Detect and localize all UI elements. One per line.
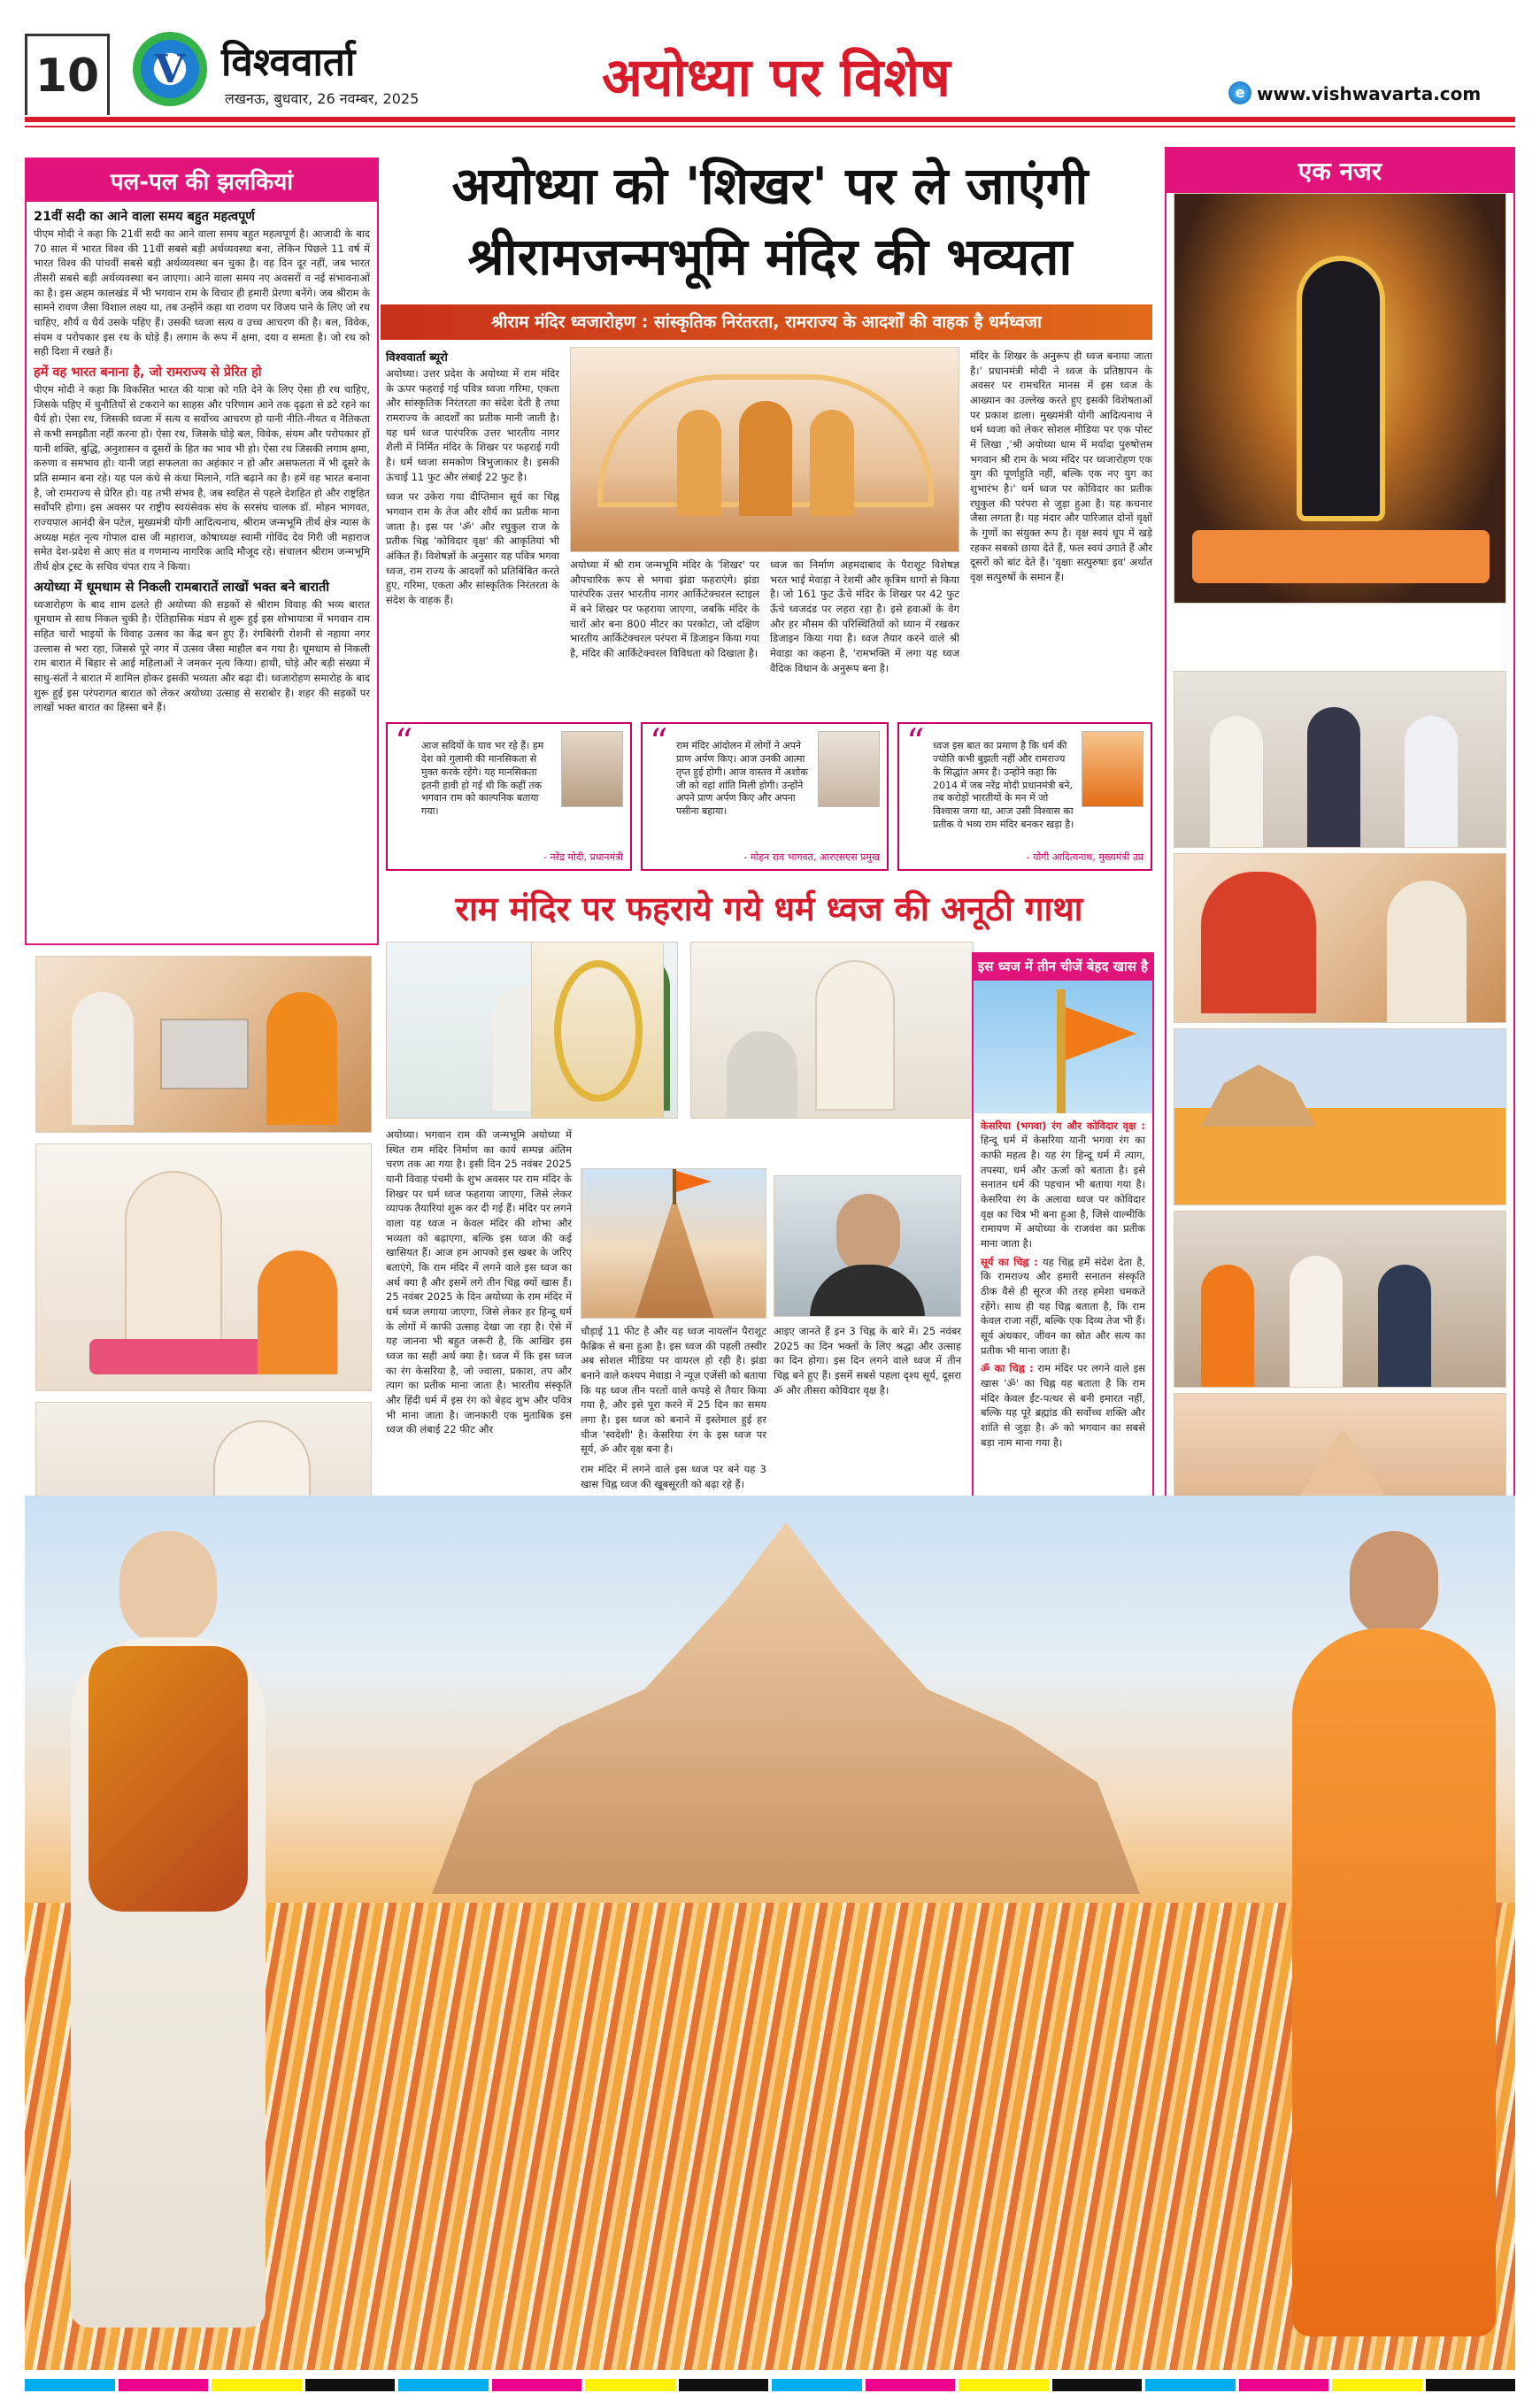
second-story-p2: चौड़ाई 11 फीट है और यह ध्वज नायलॉन पैराशूट फैब्रिक से बना हुआ है। इस ध्वज की पहली तस्वीर अब सोशल मीडिया पर वायरल हो रही है। झंडा बनाने वाले कश्यप मेवाड़ा ने न्यूज़ एजेंसी को बताया कि यह ध्वज तीन परतों वाले कपड़े से तैयार किया गया है, और इसे पूरा करने में 25 दिन का समय लगा है। इस ध्वज को बनाने में इस्तेमाल हुई हर चीज 'स्वदेशी' है। केसरिया रंग के इस ध्वज पर सूर्य, ॐ और वृक्ष बना है। [581, 1325, 766, 1456]
masthead [0, 0, 1540, 150]
right-column-heading: एक नजर [1167, 149, 1513, 193]
quote-text-modi: आज सदियों के घाव भर रहे हैं। हम देश को गुलामी की मानसिकता से मुक्त करके रहेंगे। यह मानसिकता इतनी हावी हो गई थी कि कहीं तक भगवान राम को काल्पनिक बताया गया। [421, 740, 544, 818]
left-sub-heading-2: हमें वह भारत बनाना है, जो रामराज्य से प्रेरित हो [34, 366, 262, 381]
quote-box-modi [386, 722, 632, 871]
photo-temple-worship [1174, 853, 1506, 1023]
quote-mark-icon: “ [395, 722, 413, 763]
left-column-heading: पल-पल की झलकियां [27, 159, 377, 202]
photo-bhagwat-portrait [818, 731, 880, 807]
quote-by-bhagwat: - मोहन राव भागवत, आरएसएस प्रमुख [743, 851, 880, 863]
flag-info-label-3: ॐ का चिह्न : [981, 1362, 1034, 1375]
main-story-p2: ध्वज पर उकेरा गया दीप्तिमान सूर्य का चिह्न भगवान राम के तेज और शौर्य का प्रतीक माना जाता है। इस पर 'ॐ' और रघुकुल राज के प्रतीक चिह्न 'कोविदार वृक्ष' की आकृतियां भी अंकित हैं। विशेषज्ञों के अनुसार यह पवित्र भगवा ध्वज, राम राज्य के आदर्शों को प्रतिबिंबित करते हुए, गरिमा, एकता और सांस्कृतिक निरंतरता के संदेश के वाहक हैं। [386, 490, 559, 607]
page-number-box [25, 34, 110, 115]
flag-info-text-3: राम मंदिर पर लगने वाले इस खास 'ॐ' का चिह्न यह बताता है कि राम मंदिर केवल ईंट-पत्थर से बनी इमारत नहीं, बल्कि यह पूरे ब्रह्मांड की सर्वोच्च शक्ति और शांति से जुड़ा है। ॐ को भगवान का सबसे बड़ा नाम माना गया है। [981, 1362, 1146, 1449]
left-column [25, 158, 379, 945]
bureau-credit: विश्ववार्ता ब्यूरो [386, 351, 448, 365]
flag-info-label-2: सूर्य का चिह्न : [981, 1255, 1038, 1268]
main-strap: श्रीराम मंदिर ध्वजारोहण : सांस्कृतिक निरंतरता, रामराज्य के आदर्शों की वाहक है धर्मध्वजा [381, 304, 1152, 340]
quote-by-modi: - नरेंद्र मोदी, प्रधानमंत्री [543, 851, 623, 863]
main-story-col-2 [570, 558, 759, 722]
second-story-col-1 [386, 1127, 572, 1490]
vishwavarta-logo-icon: V [133, 32, 207, 106]
main-headline-1: अयोध्या को 'शिखर' पर ले जाएंगी [451, 156, 1089, 216]
second-story-col-2 [581, 1324, 766, 1490]
dateline: लखनऊ, बुधवार, 26 नवम्बर, 2025 [225, 90, 420, 107]
main-story-col-1 [386, 349, 559, 720]
photo-pm-cm-gift [35, 956, 372, 1133]
second-headline: राम मंदिर पर फहराये गये धर्म ध्वज की अनूठी गाथा [455, 889, 1083, 928]
main-story-p1: अयोध्या। उत्तर प्रदेश के अयोध्या में राम मंदिर के ऊपर फहराई गई पवित्र ध्वजा गरिमा, एकता और सांस्कृतिक निरंतरता का संदेश देती है तथा रामराज्य के आदर्शों का प्रतीक मानी जाती है। यह धर्म ध्वज पारंपरिक उत्तर भारतीय नागर शैली में निर्मित मंदिर के शिखर पर फहराई गयी है। धर्म ध्वजा समकोण त्रिभुजाकार है। इसकी ऊंचाई 11 फुट और लंबाई 22 फुट है। [386, 367, 559, 483]
photo-cm-yogi-standing [1266, 1522, 1522, 2372]
photo-ramlalla-idol [1174, 193, 1506, 604]
e-globe-icon: e [1228, 81, 1251, 104]
quote-box-yogi [897, 722, 1152, 871]
paper-name: विश्ववार्ता [221, 40, 356, 85]
quote-text-bhagwat: राम मंदिर आंदोलन में लोगों ने अपने प्राण अर्पण किए। आज उनकी आत्मा तृप्त हुई होगी। आज वास्तव में अशोक जी को वहां शांति मिली होगी। उन्होंने अपने प्राण अर्पण किए और अपना पसीना बहाया। [676, 740, 808, 818]
flag-info-label-1: केसरिया (भगवा) रंग और कोविदार वृक्ष : [981, 1119, 1145, 1132]
second-story-p1: अयोध्या। भगवान राम की जन्मभूमि अयोध्या में स्थित राम मंदिर निर्माण का कार्य सम्पन्न अंतिम चरण तक आ गया है। इसी दिन 25 नवंबर 2025 यानी विवाह पंचमी के शुभ अवसर पर राम मंदिर के शिखर पर धर्म ध्वज फहराया जाएगा, जिसे लेकर व्यापक तैयारियां शुरू कर दी गई हैं। मंदिर पर लगने वाला यह ध्वज न केवल मंदिर की शोभा और भव्यता को बढ़ाएगा, बल्कि इस ध्वज की कई खासियत हैं। आज हम आपको इस खबर के जरिए बताएंगे, कि राम मंदिर में लगने वाले इस ध्वज का अर्थ क्या है और इसमें लगे तीन चिह्न क्यों खास हैं। 25 नवंबर 2025 के दिन अयोध्या के राम मंदिर में धर्म ध्वज लगाया जाएगा, जिसे लेकर हर हिन्दू धर्म के लोगों में काफी उत्साह देखा जा रहा है। ऐसे में यह जानना भी बहुत जरूरी है, कि आखिर इस ध्वज का सही अर्थ क्या है। ध्वज में कि इस ध्वज का रंग केसरिया है, जो ज्वाला, प्रकाश, तप और त्याग का प्रतीक माना जाता है। भारतीय संस्कृति और हिंदी धर्म में इस रंग को बेहद शुभ और पवित्र भी माना जाता है। जानकारी एक मुताबिक इस ध्वज की लंबाई 22 फीट और [386, 1128, 572, 1436]
photo-vips-meeting [1174, 671, 1506, 848]
main-headline-2: श्रीरामजन्मभूमि मंदिर की भव्यता [467, 227, 1073, 287]
main-story-p4: ध्वज का निर्माण अहमदाबाद के पैराशूट विशेषज्ञ भरत भाई मेवाड़ा ने रेशमी और कृत्रिम धागों से किया है। जो 161 फुट ऊँचे मंदिर के शिखर पर 42 फुट ऊँचे ध्वजदंड पर लहरा रहा है। इसे हवाओं के वेग और हर मौसम की परिस्थितियों को ध्यान में रखकर डिजाइन किया गया है। ध्वज तैयार करने वाले श्री मेवाड़ा का कहना है, 'रामभक्ति में लगा यह ध्वज वैदिक विधान के अनुरूप बना है। [770, 558, 959, 674]
quote-text-yogi: ध्वज इस बात का प्रमाण है कि धर्म की ज्योति कभी बुझती नहीं और रामराज्य के सिद्धांत अमर हैं। उन्होंने कहा कि 2014 में जब नरेंद्र मोदी प्रधानमंत्री बने, तब करोड़ों भारतीयों के मन में जो विश्वास जगा था, आज उसी विश्वास का प्रतीक ये भव्य राम मंदिर बनकर खड़ा है। [933, 740, 1074, 831]
flag-info-title: इस ध्वज में तीन चीजें बेहद खास है [974, 954, 1152, 981]
photo-temple-flag [581, 1168, 766, 1319]
flag-info-text-2: यह चिह्न हमें संदेश देता है, कि रामराज्य और हमारी सनातन संस्कृति ठीक वैसे ही सूरज की तरह हमेशा चमकते रहेंगे। साथ ही यह चिह्न बताता है, कि राम केवल राजा नहीं, बल्कि एक दिव्य तेज भी हैं। सूर्य अंधकार, जीवन का स्रोत और सत्य का प्रतीक भी माना जाता है। [981, 1255, 1146, 1357]
right-column [1165, 147, 1515, 1641]
second-story-p3: राम मंदिर में लगने वाले इस ध्वज पर बने यह 3 खास चिह्न ध्वज की खूबसूरती को बढ़ा रहे हैं। [581, 1463, 766, 1490]
quote-mark-icon: “ [906, 722, 925, 763]
left-sub-heading-1: 21वीं सदी का आने वाला समय बहुत महत्वपूर्ण [34, 210, 255, 224]
photo-crowd-cheering [1174, 1028, 1506, 1205]
photo-yogi-portrait [1082, 731, 1143, 807]
quote-mark-icon: “ [650, 722, 668, 763]
photo-modi-portrait [561, 731, 623, 807]
photo-ram-darbar [570, 347, 959, 552]
main-story-col-3 [770, 558, 959, 722]
main-story-col-4 [970, 349, 1152, 720]
page-number: 10 [35, 49, 100, 103]
print-registration-bar [25, 2379, 1515, 2391]
website-link[interactable]: www.vishwavarta.com [1257, 83, 1482, 104]
section-title: अयोध्या पर विशेष [602, 47, 951, 109]
left-paragraph-2: पीएम मोदी ने कहा कि विकसित भारत की यात्रा को गति देने के लिए ऐसा ही रथ चाहिए, जिसके पहिए में चुनौतियों से टकराने का साहस और परिणाम आने तक दृढ़ता से डटे रहने का धैर्य हो। ऐसा रथ, जिसकी ध्वजा में सत्य व सर्वोच्च आचरण हो यानी नीति-नीयत व नैतिकता से कभी समझौता नहीं करना हो। ऐसा रथ, जिसके घोड़े बल, विवेक, संयम और परोपकार हों यानी शक्ति, बुद्धि, अनुशासन व दूसरों के हित का भाव भी हो। ऐसा रथ जिसकी लगाम क्षमा, करुणा व समभाव हो। यानी जहां सफलता का अहंकार न हो और असफलता में भी दूसरे के प्रति सम्मान बना रहे। यह पल कंधे से कंधा मिलाने, गति बढ़ाने का है। हमें वह भारत बनाना है, जो रामराज्य से प्रेरित हो। यह तभी संभव है, जब स्वहित से पहले देशहित हो और राष्ट्रहित सर्वोपरि होगा। इस अवसर पर राष्ट्रीय स्वयंसेवक संघ के सरसंघ चालक डॉ. मोहन भागवत, राज्यपाल आनंदी बेन पटेल, मुख्यमंत्री योगी आदित्यनाथ, श्रीराम जन्मभूमि तीर्थ क्षेत्र न्यास के अध्यक्ष महंत नृत्य गोपाल दास जी महाराज, कोषाध्यक्ष स्वामी गोविंद देव गिरी जी महाराज समेत देश-प्रदेश से आए संत व गणमान्य नागरिक आदि मौजूद रहे। संचालन श्रीराम जन्मभूमि तीर्थ क्षेत्र ट्रस्ट के सचिव चंपत राय ने किया। [34, 383, 370, 573]
left-paragraph-1: पीएम मोदी ने कहा कि 21वीं सदी का आने वाला समय बहुत महत्वपूर्ण है। आजादी के बाद 70 साल में भारत विश्व की 11वीं सबसे बड़ी अर्थव्यवस्था बना, लेकिन पिछले 11 वर्ष में भारत विश्व की पांचवीं सबसे बड़ी अर्थव्यवस्था बन चुका है। वह दिन दूर नहीं, जब भारत तीसरी सबसे बड़ी अर्थव्यवस्था बन जाएगा। आने वाला समय नए अवसरों व नई संभावनाओं का है। इस अहम कालखंड में भी भगवान राम के विचार ही हमारी प्रेरणा बनेंगे। जब श्रीराम के सामने रावण जैसा विशाल लक्ष्य था, तब उन्होंने कहा था रावण पर विजय पाने के लिए जो रथ चाहिए, शौर्य व धैर्य उसके पहिए हैं। उसकी ध्वजा सत्य व उच्च आचरण की है। बल, विवेक, संयम व परोपकार इस रथ के घोड़े हैं। लगाम के रूप में क्षमा, दया व समता है। जो रथ को सही दिशा में रखते हैं। [34, 227, 370, 358]
masthead-rule [25, 117, 1515, 122]
photo-leaders-group [1174, 1211, 1506, 1388]
second-story-p4: आइए जानते हैं इन 3 चिह्न के बारे में। 25 नवंबर 2025 का दिन भक्तों के लिए श्रद्धा और उत्साह का दिन होगा। इस दिन लगने वाले ध्वज में तीन चिह्न बने हुए हैं। इसमें सबसे पहला दृश्य सूर्य, दूसरा ॐ और तीसरा कोविदार वृक्ष है। [774, 1325, 961, 1397]
masthead-rule-thin [25, 126, 1515, 127]
photo-flag-closeup [974, 981, 1152, 1113]
photo-hanuman-idol [531, 942, 664, 1119]
photo-pm-modi-standing [35, 1522, 301, 2372]
main-story-p5: मंदिर के शिखर के अनुरूप ही ध्वज बनाया जाता है।' प्रधानमंत्री मोदी ने ध्वज के प्रतिष्ठापन के अवसर पर रामचरित मानस में इस ध्वज के आख्यान का उल्लेख करते हुए इसकी विशेषताओं पर प्रकाश डाला। मुख्यमंत्री योगी आदित्यनाथ ने धर्म ध्वजा को लेकर सोशल मीडिया पर एक पोस्ट में लिखा ,'श्री अयोध्या धाम में मर्यादा पुरुषोत्तम भगवान श्री राम के भव्य मंदिर पर ध्वजारोहण एक युग की पूर्णाहुति नहीं, बल्कि एक नए युग का शुभारंभ है।' धर्म ध्वज पर कोविदार का प्रतीक रघुकुल की परंपरा से जुड़ा हुआ है। यह कचनार जैसा लगता है। यह मंदार और पारिजात दोनों वृक्षों के गुणों का संयुक्त रूप है। वृक्ष स्वयं धूप में खड़े रहकर सबको छाया देते हैं, फल स्वयं उगाते हैं और दूसरों को बांट देते हैं। 'वृक्षाः सत्पुरुषाः इव' अर्थात वृक्ष सत्पुरुषों के समान हैं। [970, 350, 1152, 584]
flag-info-text-1: हिन्दू धर्म में केसरिया यानी भगवा रंग का काफी महत्व है। यह रंग हिन्दू धर्म में त्याग, तपस्या, धर्म और ऊर्जा को बताता है। इसे सनातन धर्म की पहचान भी बताया गया है। केसरिया रंग के अलावा ध्वज पर कोविदार वृक्ष का चित्र भी बना हुआ है, जिसे वाल्मीकि रामायण में अयोध्या के राजवंश का प्रतीक माना जाता है। [981, 1134, 1145, 1250]
photo-flag-maker-portrait [774, 1175, 961, 1317]
quote-by-yogi: - योगी आदित्यनाथ, मुख्यमंत्री उप्र [1026, 851, 1143, 863]
quote-box-bhagwat [641, 722, 889, 871]
photo-deity-idol-1 [35, 1143, 372, 1391]
left-paragraph-3: ध्वजारोहण के बाद शाम ढलते ही अयोध्या की सड़कों से श्रीराम विवाह की भव्य बारात धूमधाम से साथ निकल चुकी है। ऐतिहासिक मंडप से शुरू हुई इस शोभायात्रा में भगवान राम सहित चारों भाइयों के विवाह उत्सव का केंद्र बन हुए हैं। रंगबिरंगी रोशनी से नहाया नगर उल्लास से भरा रहा, जिससे पूरे नगर में उत्सव जैसा माहौल बन गया है। धूमधाम से निकली राम बारात में बिहार से आई महिलाओं ने जमकर नृत्य किया। हाथी, घोड़े और बड़ी संख्या में साधु-संतों ने बारात में शामिल होकर इसकी भव्यता और बढ़ा दी। ध्वजारोहण समारोह के बाद शुरू हुई इस परंपरागत बारात को लेकर अयोध्या उत्साह से सराबोर है। शहर की सड़कों पर लाखों भक्त बारात का हिस्सा बने हैं। [34, 597, 370, 714]
left-sub-heading-3: अयोध्या में धूमधाम से निकली रामबारातें लाखों भक्त बने बाराती [34, 580, 330, 595]
photo-pm-prayer [690, 942, 974, 1119]
second-story-col-3 [774, 1324, 961, 1483]
main-story-p3: अयोध्या में श्री राम जन्मभूमि मंदिर के 'शिखर' पर औपचारिक रूप से भगवा झंडा फहराएंगे। झंडा पारंपरिक उत्तर भारतीय नागर आर्किटेक्चरल स्टाइल में बने शिखर पर फहराया जाएगा, जबकि मंदिर के चारों ओर बना 800 मीटर का परकोटा, जो दक्षिण भारतीय आर्किटेक्चरल परंपरा में डिजाइन किया गया है, मंदिर की आर्किटेक्चरल विविधता को दिखाता है। [570, 558, 759, 660]
